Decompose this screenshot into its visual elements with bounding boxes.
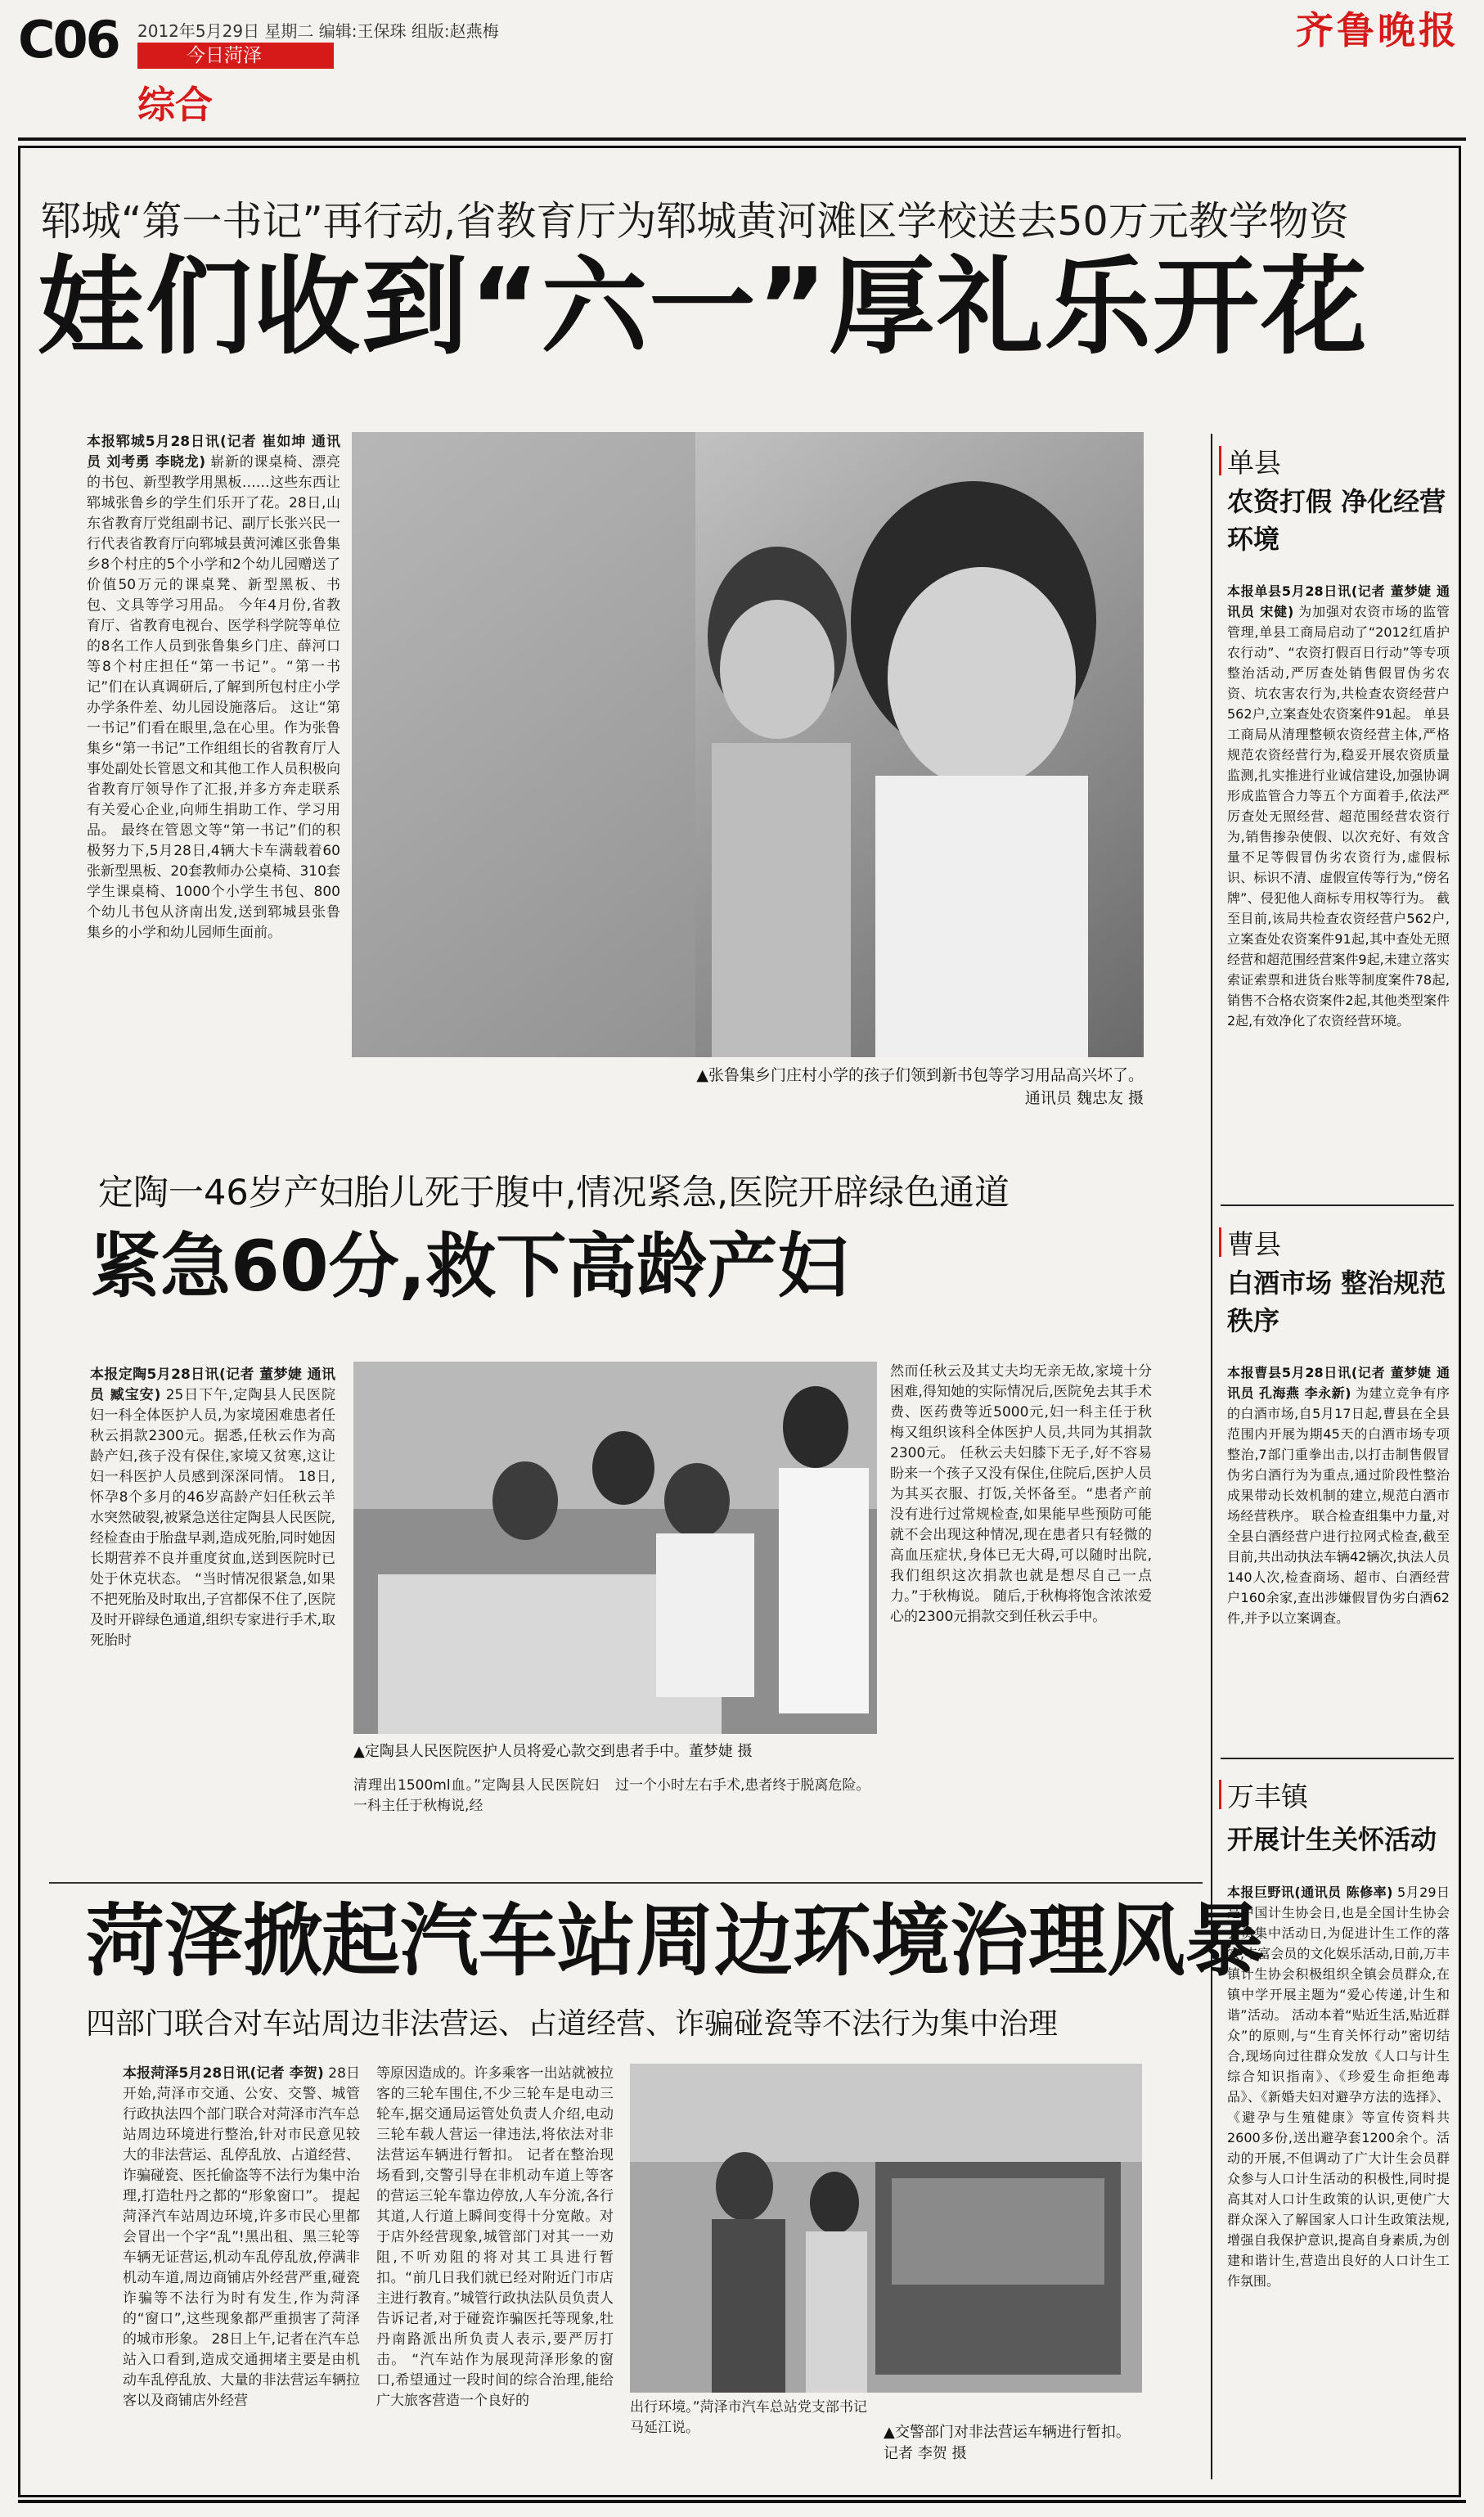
story2-kicker: 定陶一46岁产妇胎儿死于腹中,情况紧急,医院开辟绿色通道 [98,1173,1010,1213]
story1-photo-caption [352,1064,1144,1121]
sidebar-region-wanfeng: 万丰镇 [1227,1781,1308,1812]
story3-text-1: 28日开始,菏泽市交通、公安、交警、城管行政执法四个部门联合对菏泽市汽车总站周边环境进行整治,针对市民意见较大的非法营运、乱停乱放、占道经营、诈骗碰瓷、医托偷盗等不法行为集中治理,打造牡丹之都的“形象窗口”。 提起菏泽汽车站周边环境,许多市民心里都会冒出一个字“乱”!黑出租、黑三轮等车辆无证营运,机动车乱停乱放,停满非机动车道,周边商铺店外经营严重,碰瓷诈骗等不法行为时有发生,作为菏泽的“窗口”,这些现象都严重损害了菏泽的城市形象。 28日上午,记者在汽车总站入口看到,造成交通拥堵主要是由机动车乱停乱放、大量的非法营运车辆拉客以及商铺店外经营 [123,2065,360,2409]
sidebar-body-wanfeng [1227,1882,1450,2483]
sidebar-body-shanxian [1227,581,1450,1203]
story1-dateline: 本报郓城5月28日讯(记者 崔如坤 通讯员 刘考勇 李晓龙) [87,434,340,471]
sidebar-divider [1211,434,1212,2479]
story2-text-1: 25日下午,定陶县人民医院妇一科全体医护人员,为家境困难患者任秋云捐款2300元。据悉,任秋云作为高龄产妇,孩子没有保住,家境又贫寒,这让妇一科医护人员感到深深同情。 18日,怀孕8个多月的46岁高龄产妇任秋云羊水突然破裂,被紧急送往定陶县人民医院,经检查由于胎盘早剥,造成死胎,同时她因长期营养不良并重度贫血,送到医院时已处于休克状态。 “当时情况很紧急,如果不把死胎及时取出,子宫都保不住了,医院及时开辟绿色通道,组织专家进行手术,取死胎时 [90,1387,335,1649]
story1-headline: 娃们收到“六一”厚礼乐开花 [38,245,1369,369]
sidebar-dateline-wanfeng: 本报巨野讯(通讯员 陈修率) [1227,1884,1393,1900]
story3-dateline: 本报菏泽5月28日讯(记者 李贺) [123,2065,324,2082]
sidebar-divider-1 [1221,1204,1454,1206]
story3-column-1 [123,2064,360,2481]
sidebar-title-caoxian: 白酒市场 整治规范秩序 [1227,1268,1446,1336]
story2-divider [49,1882,1203,1884]
story3-photo [630,2064,1142,2393]
footer-divider [18,2500,1466,2503]
story2-column-3: 过一个小时左右手术,患者终于脱离危险。 [615,1777,870,1794]
story1-caption-text: ▲张鲁集乡门庄村小学的孩子们领到新书包等学习用品高兴坏了。 [696,1066,1144,1084]
sidebar-accent-mark [1219,1780,1221,1809]
sidebar-body-caoxian [1227,1362,1450,1747]
sidebar-title-shanxian: 农资打假 净化经营环境 [1227,486,1446,555]
story1-kicker: 郓城“第一书记”再行动,省教育厅为郓城黄河滩区学校送去50万元教学物资 [41,198,1349,245]
sidebar-region-shanxian: 单县 [1227,447,1281,479]
story3-column-3: 出行环境。”菏泽市汽车总站党支部书记马延江说。 [630,2399,867,2436]
section-tab: 今日菏泽 [137,43,334,69]
sidebar-accent-mark [1219,446,1221,475]
story3-photo-caption: ▲交警部门对非法营运车辆进行暂扣。 记者 李贺 摄 [884,2424,1131,2462]
sidebar-dateline-caoxian: 本报曹县5月28日讯(记者 董梦婕 通讯员 孔海燕 李永新) [1227,1365,1450,1401]
story2-headline: 紧急60分,救下高龄产妇 [90,1226,848,1308]
story3-column-2: 等原因造成的。许多乘客一出站就被拉客的三轮车围住,不少三轮车是电动三轮车,据交通局运管处负责人介绍,电动三轮车载人营运一律违法,将依法对非法营运车辆进行暂扣。 记者在整治现场看到,交警引导在非机动车道上等客的营运三轮车靠边停放,人车分流,各行其道,人行道上瞬间变得十分宽敞。对于店外经营现象,城管部门对其一一劝阻,不听劝阻的将对其工具进行暂扣。“前几日我们就已经对附近门市店主进行教育。”城管行政执法队员负责人告诉记者,对于碰瓷诈骗医托等现象,牡丹南路派出所负责人表示,要严厉打击。 “汽车站作为展现菏泽形象的窗口,希望通过一段时间的综合治理,能给广大旅客营造一个良好的 [376,2065,614,2409]
story1-text: 崭新的课桌椅、漂亮的书包、新型教学用黑板……这些东西让郓城张鲁乡的学生们乐开了花。28日,山东省教育厅党组副书记、副厅长张兴民一行代表省教育厅向郓城县黄河滩区张鲁集乡8个村庄的5个小学和2个幼儿园赠送了价值50万元的课桌凳、新型黑板、书包、文具等学习用品。 今年4月份,省教育厅、省教育电视台、医学科学院等单位的8名工作人员到张鲁集乡门庄、薛河口等8个村庄担任“第一书记”。“第一书记”们在认真调研后,了解到所包村庄小学办学条件差、幼儿园设施落后。 这让“第一书记”们看在眼里,急在心里。作为张鲁集乡“第一书记”工作组组长的省教育厅人事处副处长管恩文和其他工作人员积极向省教育厅领导作了汇报,并多方奔走联系有关爱心企业,向师生捐助工作、学习用品。 最终在管恩文等“第一书记”们的积极努力下,5月28日,4辆大卡车满载着60张新型黑板、20套教师办公桌椅、310套学生课桌椅、1000个小学生书包、800个幼儿书包从济南出发,送到郓城县张鲁集乡的小学和幼儿园师生面前。 [87,454,340,941]
sidebar-dateline-shanxian: 本报单县5月28日讯(记者 董梦婕 通讯员 宋健) [1227,583,1450,619]
masthead-logo: 齐鲁晚报 [1296,8,1459,52]
story1-photo [352,432,1144,1057]
story2-photo-caption: ▲定陶县人民医院医护人员将爱心款交到患者手中。董梦婕 摄 [353,1743,753,1760]
story1-photo-credit: 通讯员 魏忠友 摄 [1024,1089,1144,1107]
sidebar-text-wanfeng: 5月29日是中国计生协会日,也是全国计生协会会员集中活动日,为促进计生工作的落实,丰富会员的文化娱乐活动,日前,万丰镇计生协会积极组织全镇会员群众,在镇中学开展主题为“爱心传递,计生和谐”活动。 活动本着“贴近生活,贴近群众”的原则,与“生育关怀行动”密切结合,现场向过往群众发放《人口与计生综合知识指南》、《珍爱生命拒绝毒品》、《新婚夫妇对避孕方法的选择》、《避孕与生殖健康》等宣传资料共2600多份,送出避孕套1200余个。活动的开展,不但调动了广大计生会员群众参与人口计生活动的积极性,同时提高其对人口计生政策的认识,更使广大群众深入了解国家人口计生政策法规,增强自我保护意识,提高自身素质,为创建和谐计生,营造出良好的人口计生工作氛围。 [1227,1884,1450,2289]
story2-dateline: 本报定陶5月28日讯(记者 董梦婕 通讯员 臧宝安) [90,1367,335,1403]
sidebar-region-caoxian: 曹县 [1227,1228,1281,1260]
story3-subhead: 四部门联合对车站周边非法营运、占道经营、诈骗碰瓷等不法行为集中治理 [86,2007,1059,2041]
story3-headline: 菏泽掀起汽车站周边环境治理风暴 [86,1895,1264,1987]
story2-column-1 [90,1365,335,1872]
sidebar-text-caoxian: 为建立竞争有序的白酒市场,自5月17日起,曹县在全县范围内开展为期45天的白酒市场专项整治,7部门重拳出击,以打击制售假冒伪劣白酒行为为重点,通过阶段性整治成果带动长效机制的建立,规范白酒市场经营秩序。 联合检查组集中力量,对全县白酒经营户进行拉网式检查,截至目前,共出动执法车辆42辆次,执法人员140人次,检查商场、超市、白酒经营户160余家,查出涉嫌假冒伪劣白酒62件,并予以立案调查。 [1227,1385,1450,1626]
story1-body [87,432,340,1111]
page-number: C06 [18,10,119,70]
story2-photo [353,1362,877,1734]
date-line: 2012年5月29日 星期二 编辑:王保珠 组版:赵燕梅 [137,21,499,41]
sidebar-text-shanxian: 为加强对农资市场的监管管理,单县工商局启动了“2012红盾护农行动”、“农资打假百日行动”等专项整治活动,严厉查处销售假冒伪劣农资、坑农害农行为,共检查农资经营户562户,立案查处农资案件91起。 单县工商局从清理整顿农资经营主体,严格规范农资经营行为,稳妥开展农资质量监测,扎实推进行业诚信建设,加强协调形成监管合力等五个方面着手,依法严厉查处无照经营、超范围经营农资行为,销售掺杂使假、以次充好、有效含量不足等假冒伪劣农资行为,虚假标识、标识不清、虚假宣传等行为,“傍名牌”、侵犯他人商标专用权等行为。 截至目前,该局共检查农资经营户562户,立案查处农资案件91起,其中查处无照经营和超范围经营案件9起,未建立落实索证索票和进货台账等制度案件78起,销售不合格农资案件2起,其他类型案件2起,有效净化了农资经营环境。 [1227,604,1450,1029]
sidebar-accent-mark [1219,1227,1221,1257]
sidebar-title-wanfeng: 开展计生关怀活动 [1227,1824,1437,1855]
sidebar-divider-2 [1221,1758,1454,1759]
story2-column-4: 然而任秋云及其丈夫均无亲无故,家境十分困难,得知她的实际情况后,医院免去其手术费、医药费等近5000元,妇一科主任于秋梅又组织该科全体医护人员,共同为其捐款2300元。 任秋云夫妇膝下无子,好不容易盼来一个孩子又没有保住,住院后,医护人员为其买衣服、打饭,关怀备至。“患者产前没有进行过常规检查,如果能早些预防可能就不会出现这种情况,现在患者只有轻微的高血压症状,身体已无大碍,可以随时出院,我们组织这次捐款也就是想尽自己一点力。”于秋梅说。 随后,于秋梅将饱含浓浓爱心的2300元捐款交到任秋云手中。 [890,1363,1152,1625]
story2-column-2: 清理出1500ml血。”定陶县人民医院妇一科主任于秋梅说,经 [353,1777,599,1814]
header-divider [18,137,1466,141]
section-title: 综合 [137,83,213,127]
